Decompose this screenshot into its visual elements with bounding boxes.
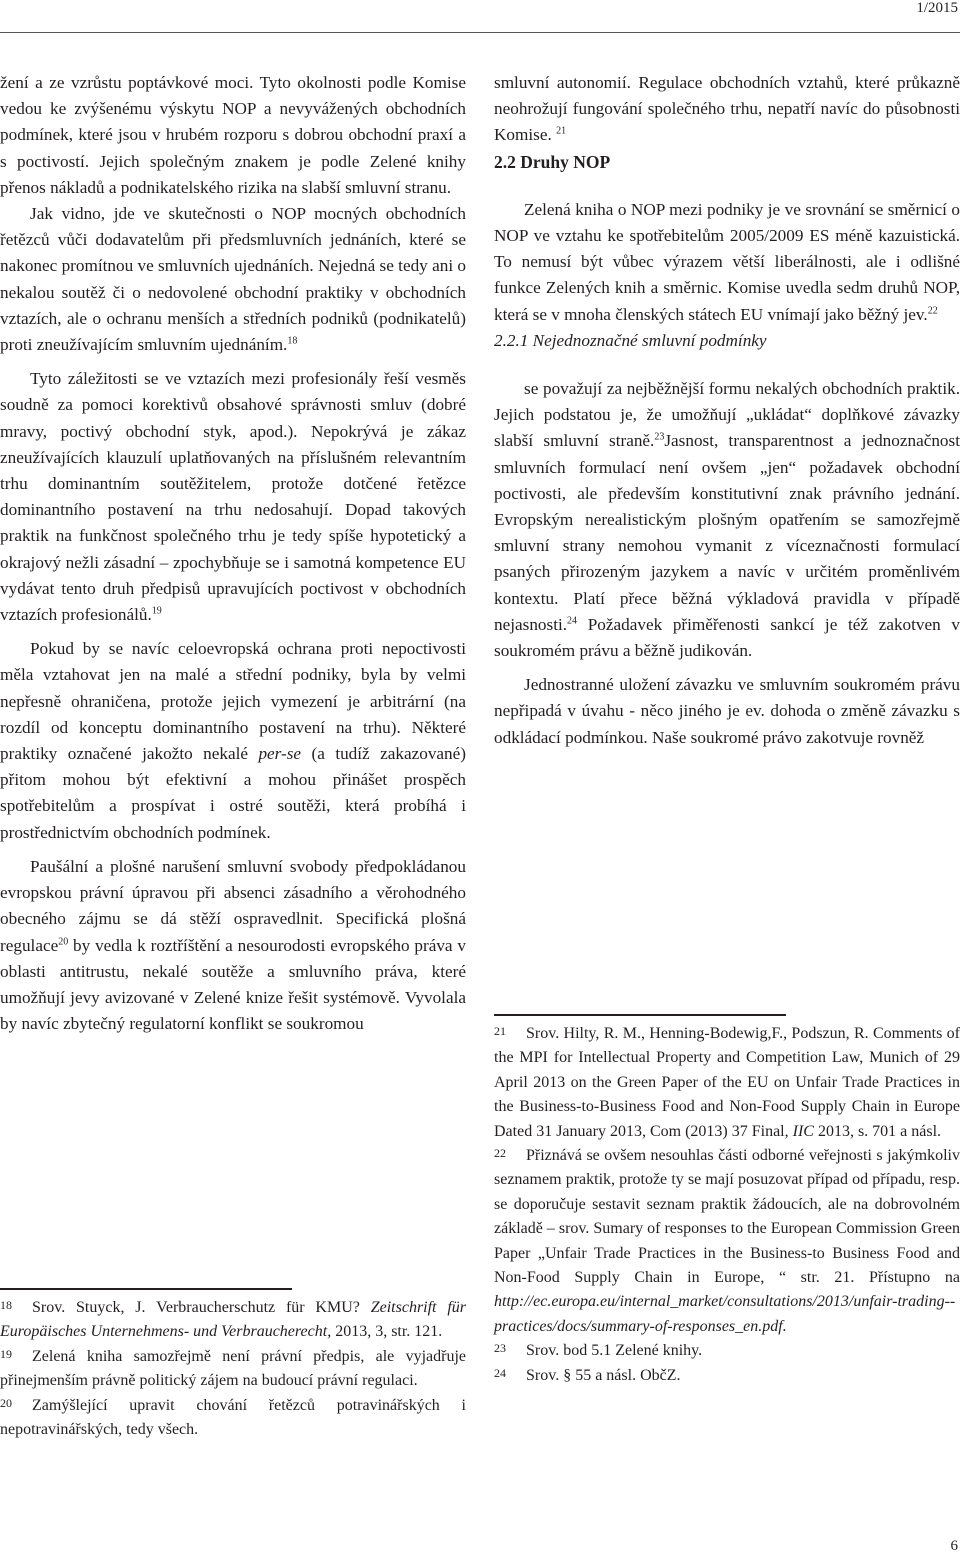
- footnote: [494, 1022, 960, 1144]
- footnote: [494, 1364, 960, 1388]
- section-heading: 2.2 Druhy NOP: [494, 151, 611, 172]
- page-number: 6: [950, 1538, 958, 1554]
- subsection-heading: 2.2.1 Nejednoznačné smluvní podmínky: [494, 330, 767, 350]
- paragraph-text: smluvní autonomií. Regulace obchodních vztahů, které průkazně neohrožují fungování společného trhu, nepatří navíc do působnosti Komise.: [494, 73, 960, 145]
- paragraph: [0, 636, 466, 846]
- paragraph: [494, 197, 960, 328]
- footnote-number: 21: [494, 1024, 506, 1038]
- footnotes-left: [0, 1288, 466, 1442]
- footnote-text: 2013, 3, str. 121.: [331, 1323, 443, 1341]
- paragraph: [494, 70, 960, 149]
- left-column: [0, 70, 466, 1037]
- paragraph-text: Jasnost, transparentnost a jednoznačnost smluvních formulací není ovšem „jen“ požadavek obchodní poctivosti, ale především konstitutivní znak právního jednání. Evropským nerealistickým plošným opatřením se samozřejmě smluvní strany nemohou vymanit z víceznačnosti formulací psaných přirozeným jazykem a navíc v určitém proměnlivém kontextu. Platí přece běžná výkladová pravidla v případě nejasnosti.: [494, 431, 960, 634]
- footnote: [0, 1296, 466, 1345]
- footnote-text: Srov. Hilty, R. M., Henning-Bodewig,F., Podszun, R. Comments of the MPI for Intellectual Property and Competition Law, Munich of 29 April 2013 on the Green Paper of the EU on Unfair Trade Practices in the Business-to-Business Food and Non-Food Supply Chain in Europe Dated 31 January 2013, Com (2013) 37 Final,: [494, 1025, 960, 1140]
- journal-issue-label: 1/2015: [916, 0, 958, 16]
- right-column: [494, 70, 960, 751]
- footnote-link[interactable]: http://ec.europa.eu/internal_market/consultations/2013/unfair-trading--practices/docs/summary-of-responses_en.pdf.: [494, 1293, 956, 1335]
- paragraph: [494, 376, 960, 664]
- footnote-text: Srov. bod 5.1 Zelené knihy.: [526, 1342, 703, 1360]
- paragraph-text: (a tudíž zakazované) přitom mohou být efektivní a mohou přinášet prospěch spotřebitelům a prospívat i ostré soutěži, která probíhá i prostřednictvím obchodních podmínek.: [0, 744, 467, 842]
- paragraph-text: se považují za nejběžnější formu nekalých obchodních praktik. Jejich podstatou je, že umožňují „ukládat“ doplňkové závazky slabší smluvní straně.: [494, 379, 960, 451]
- footnote-text: Srov. § 55 a násl. ObčZ.: [526, 1366, 681, 1384]
- footnote-number: 19: [0, 1346, 12, 1361]
- footnote-text-italic: IIC: [792, 1122, 814, 1140]
- footnote-text: Srov. Stuyck, J. Verbraucherschutz für KMU?: [32, 1299, 371, 1316]
- footnote: [0, 1394, 466, 1443]
- paragraph: žení a ze vzrůstu poptávkové moci. Tyto okolnosti podle Komise vedou ke zvýšenému výskytu NOP a nevyvážených obchodních podmínek, které jsou v hrubém rozporu s dobrou obchodní praxí a s poctivostí. Jejich společným znakem je podle Zelené knihy přenos nákladů a podnikatelského rizika na slabší smluvní stranu.: [0, 73, 466, 197]
- footnotes-right: [494, 1014, 960, 1388]
- footnote-number: 20: [0, 1395, 12, 1410]
- footnote: [494, 1144, 960, 1339]
- paragraph-text: Jak vidno, jde ve skutečnosti o NOP mocných obchodních řetězců vůči dodavatelům při předsmluvních jednáních, které se nakonec promítnou ve smluvních ujednáních. Nejedná se tedy ani o nekalou soutěž či o nedovolené obchodní praktiky v obchodních vztazích, ale o ochranu menších a středních podniků (podnikatelů) proti zneužívajícím smluvním ujednáním.: [0, 204, 466, 355]
- italic-term: per-se: [258, 744, 302, 764]
- paragraph: [0, 366, 466, 628]
- footnote-divider: [494, 1014, 786, 1016]
- paragraph-text: Tyto záležitosti se ve vztazích mezi profesionály řeší vesměs soudně za pomoci korektivů obsahové správnosti smluv (dobré mravy, poctivý obchodní styk, apod.). Nepokrývá je zákaz zneužívajících klauzulí uplatňovaných na příslušném relevantním trhu dominantním soutěžitelem, protože dotčené řetězce dominantního postavení na trhu nedosahují. Dopad takových praktik na funkčnost společného trhu je tedy spíše hypotetický a okrajový nežli zásadní – zpochybňuje se i samotná kompetence EU vydávat tento druh předpisů upravujících poctivost v obchodních vztazích profesionálů.: [0, 369, 466, 625]
- footnote-number: 23: [494, 1341, 506, 1356]
- paragraph-text: Pokud by se navíc celoevropská ochrana proti nepoctivosti měla vztahovat jen na malé a střední podniky, byla by velmi nepřesně ohraničena, protože jejich vymezení je arbitrární (na rozdíl od konceptu dominantního postavení na trhu). Některé praktiky označené jakožto nekalé: [0, 639, 466, 764]
- footnote-number: 22: [494, 1146, 506, 1161]
- footnote-text: Zelená kniha samozřejmě není právní předpis, ale vyjadřuje přinejmenším právně politický zájem na budoucí právní regulaci.: [0, 1347, 466, 1390]
- footnote-text: Zamýšlející upravit chování řetězců potravinářských i nepotravinářských, tedy všech.: [0, 1396, 466, 1439]
- footnote-ref: 19: [151, 605, 162, 617]
- footnote-ref: 20: [58, 935, 69, 947]
- footnote-ref: 21: [556, 125, 567, 137]
- paragraph: [0, 201, 466, 358]
- footnote-ref: 23: [654, 431, 665, 443]
- footnote-ref: 22: [927, 304, 938, 316]
- footnote-text-italic: Zeitschrift für Europäisches Unternehmens- und Verbraucherecht,: [0, 1299, 467, 1341]
- footnote-divider: [0, 1288, 292, 1290]
- paragraph: Jednostranné uložení závazku ve smluvním soukromém právu nepřipadá v úvahu - něco jiného je ev. dohoda o změně závazku s odkládací podmínkou. Naše soukromé právo zakotvuje rovněž: [494, 675, 960, 747]
- footnote-ref: 24: [567, 615, 578, 627]
- footnote-text: Přiznává se ovšem nesouhlas části odborné veřejnosti s jakýmkoliv seznamem praktik, protože ty se mají posuzovat případ od případu, resp. se doporučuje sestavit seznam praktik žádoucích, ale na dobrovolném základě – srov. Sumary of responses to the European Commission Green Paper „Unfair Trade Practices in the Business-to Business Food and Non-Food Supply Chain in Europe, “ str. 21. Přístupno na: [494, 1147, 960, 1287]
- footnote-number: 18: [0, 1298, 12, 1312]
- footnote-ref: 18: [287, 335, 298, 347]
- footnote-number: 24: [494, 1365, 506, 1380]
- paragraph-text: Požadavek přiměřenosti sankcí je též zakotven v soukromém právu a běžně judikován.: [494, 614, 960, 661]
- paragraph: [0, 854, 466, 1037]
- footnote: [494, 1339, 960, 1363]
- paragraph-text: by vedla k roztříštění a nesourodosti evropského práva v oblasti antitrustu, nekalé soutěže a smluvního práva, které umožňují jevy avizované v Zelené knize řešit systémově. Vyvolala by navíc zbytečný regulatorní konflikt se soukromou: [0, 935, 466, 1034]
- footnote-text: 2013, s. 701 a násl.: [813, 1122, 942, 1140]
- paragraph-text: Paušální a plošné narušení smluvní svobody předpokládanou evropskou právní úpravou při absenci zásadního a věrohodného obecného zájmu se dá stěží ospravedlnit. Specifická plošná regulace: [0, 856, 466, 955]
- footnote: [0, 1345, 466, 1394]
- paragraph-text: Zelená kniha o NOP mezi podniky je ve srovnání se směrnicí o NOP ve vztahu ke spotřebitelům 2005/2009 ES méně kazuistická. To nemusí být vůbec výrazem větší liberálnosti, ale i odlišné funkce Zelených knih a směrnic. Komise uvedla sedm druhů NOP, která se v mnoha členských státech EU vnímají jako běžný jev.: [494, 199, 960, 324]
- header-divider: [0, 32, 960, 33]
